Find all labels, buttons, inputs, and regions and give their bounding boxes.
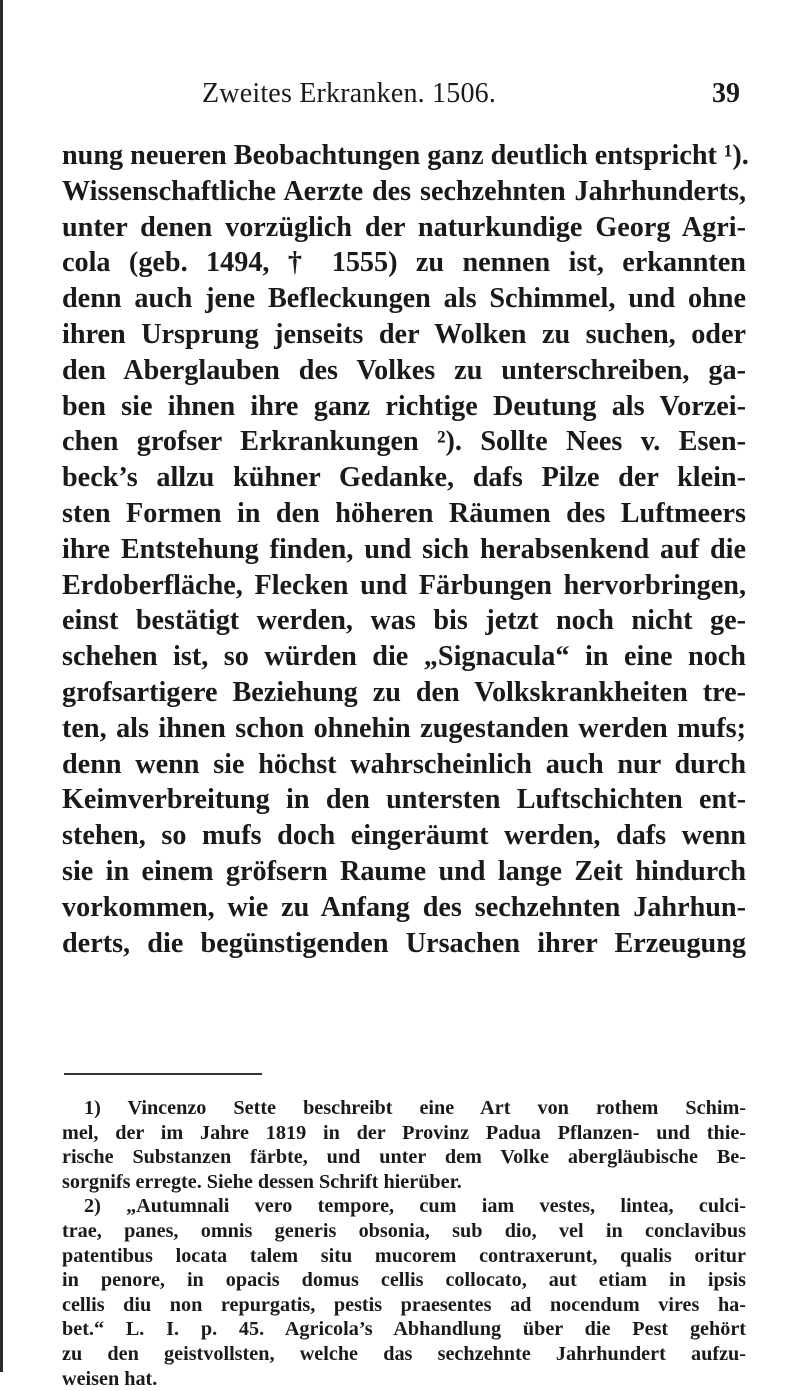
text-line: cola (geb. 1494, † 1555) zu nennen ist, erkannten: [62, 247, 746, 279]
footnote-line: zu den geistvollsten, welche das sechzehnte Jahrhundert aufzu-: [62, 1342, 746, 1365]
running-title: Zweites Erkranken. 1506.: [202, 78, 497, 109]
text-line: chen grofser Erkrankungen ²). Sollte Nees v. Esen-: [62, 426, 746, 458]
footnote-line: weisen hat.: [62, 1367, 158, 1390]
text-line: einst bestätigt werden, was bis jetzt noch nicht ge-: [62, 605, 746, 637]
text-line: denn wenn sie höchst wahrscheinlich auch nur durch: [62, 748, 746, 780]
footnote-1: [62, 1096, 746, 1194]
footnote-line: rische Substanzen färbte, und unter dem Volke abergläubische Be-: [62, 1146, 746, 1169]
text-line: grofsartigere Beziehung zu den Volkskrankheiten tre-: [62, 676, 746, 708]
footnote-line: 2) „Autumnali vero tempore, cum iam vestes, lintea, culci-: [84, 1195, 746, 1218]
text-line: Wissenschaftliche Aerzte des sechzehnten Jahrhunderts,: [62, 175, 746, 207]
text-line: ihre Entstehung finden, und sich herabsenkend auf die: [62, 533, 746, 565]
text-line: beck’s allzu kühner Gedanke, dafs Pilze der klein-: [62, 462, 746, 494]
text-line: ihren Ursprung jenseits der Wolken zu suchen, oder: [62, 318, 746, 350]
text-line: Erdoberfläche, Flecken und Färbungen hervorbringen,: [62, 569, 746, 601]
footnote-line: bet.“ L. I. p. 45. Agricola’s Abhandlung über die Pest gehört: [62, 1318, 746, 1341]
footnote-line: sorgnifs erregte. Siehe dessen Schrift hierüber.: [62, 1170, 462, 1193]
page-header: [140, 78, 740, 118]
text-line: unter denen vorzüglich der naturkundige Georg Agri-: [62, 211, 746, 243]
main-text: [62, 138, 749, 961]
footnote-line: patentibus locata talem situ mucorem contraxerunt, qualis oritur: [62, 1244, 746, 1267]
footnote-line: 1) Vincenzo Sette beschreibt eine Art von rothem Schim-: [84, 1097, 746, 1119]
footnote-line: mel, der im Jahre 1819 in der Provinz Padua Pflanzen- und thie-: [62, 1121, 746, 1144]
page-number: 39: [712, 78, 740, 109]
footnote-2: [62, 1194, 746, 1391]
text-line: sten Formen in den höheren Räumen des Luftmeers: [62, 497, 746, 529]
footnote-line: trae, panes, omnis generis obsonia, sub dio, vel in conclavibus: [62, 1219, 746, 1242]
footnote-separator: [64, 1073, 262, 1075]
text-line: den Aberglauben des Volkes zu unterschreiben, ga-: [62, 354, 746, 386]
text-line: derts, die begünstigenden Ursachen ihrer Erzeugung: [62, 927, 746, 959]
scan-edge-line: [0, 0, 3, 1372]
text-line: nung neueren Beobachtungen ganz deutlich entspricht ¹).: [62, 140, 749, 171]
footnote-line: cellis diu non repurgatis, pestis praesentes ad nocendum vires ha-: [62, 1293, 746, 1316]
text-line: ten, als ihnen schon ohnehin zugestanden werden mufs;: [62, 712, 746, 744]
text-line: stehen, so mufs doch eingeräumt werden, dafs wenn: [62, 820, 746, 852]
text-line: sie in einem gröfsern Raume und lange Zeit hindurch: [62, 855, 746, 887]
footnotes: [62, 1096, 746, 1391]
text-line: denn auch jene Befleckungen als Schimmel, und ohne: [62, 283, 746, 315]
footnote-line: in penore, in opacis domus cellis collocato, aut etiam in ipsis: [62, 1269, 746, 1292]
text-line: vorkommen, wie zu Anfang des sechzehnten Jahrhun-: [62, 891, 746, 923]
text-line: schehen ist, so würden die „Signacula“ in eine noch: [62, 641, 746, 673]
text-line: ben sie ihnen ihre ganz richtige Deutung als Vorzei-: [62, 390, 746, 422]
text-line: Keimverbreitung in den untersten Luftschichten ent-: [62, 784, 746, 816]
